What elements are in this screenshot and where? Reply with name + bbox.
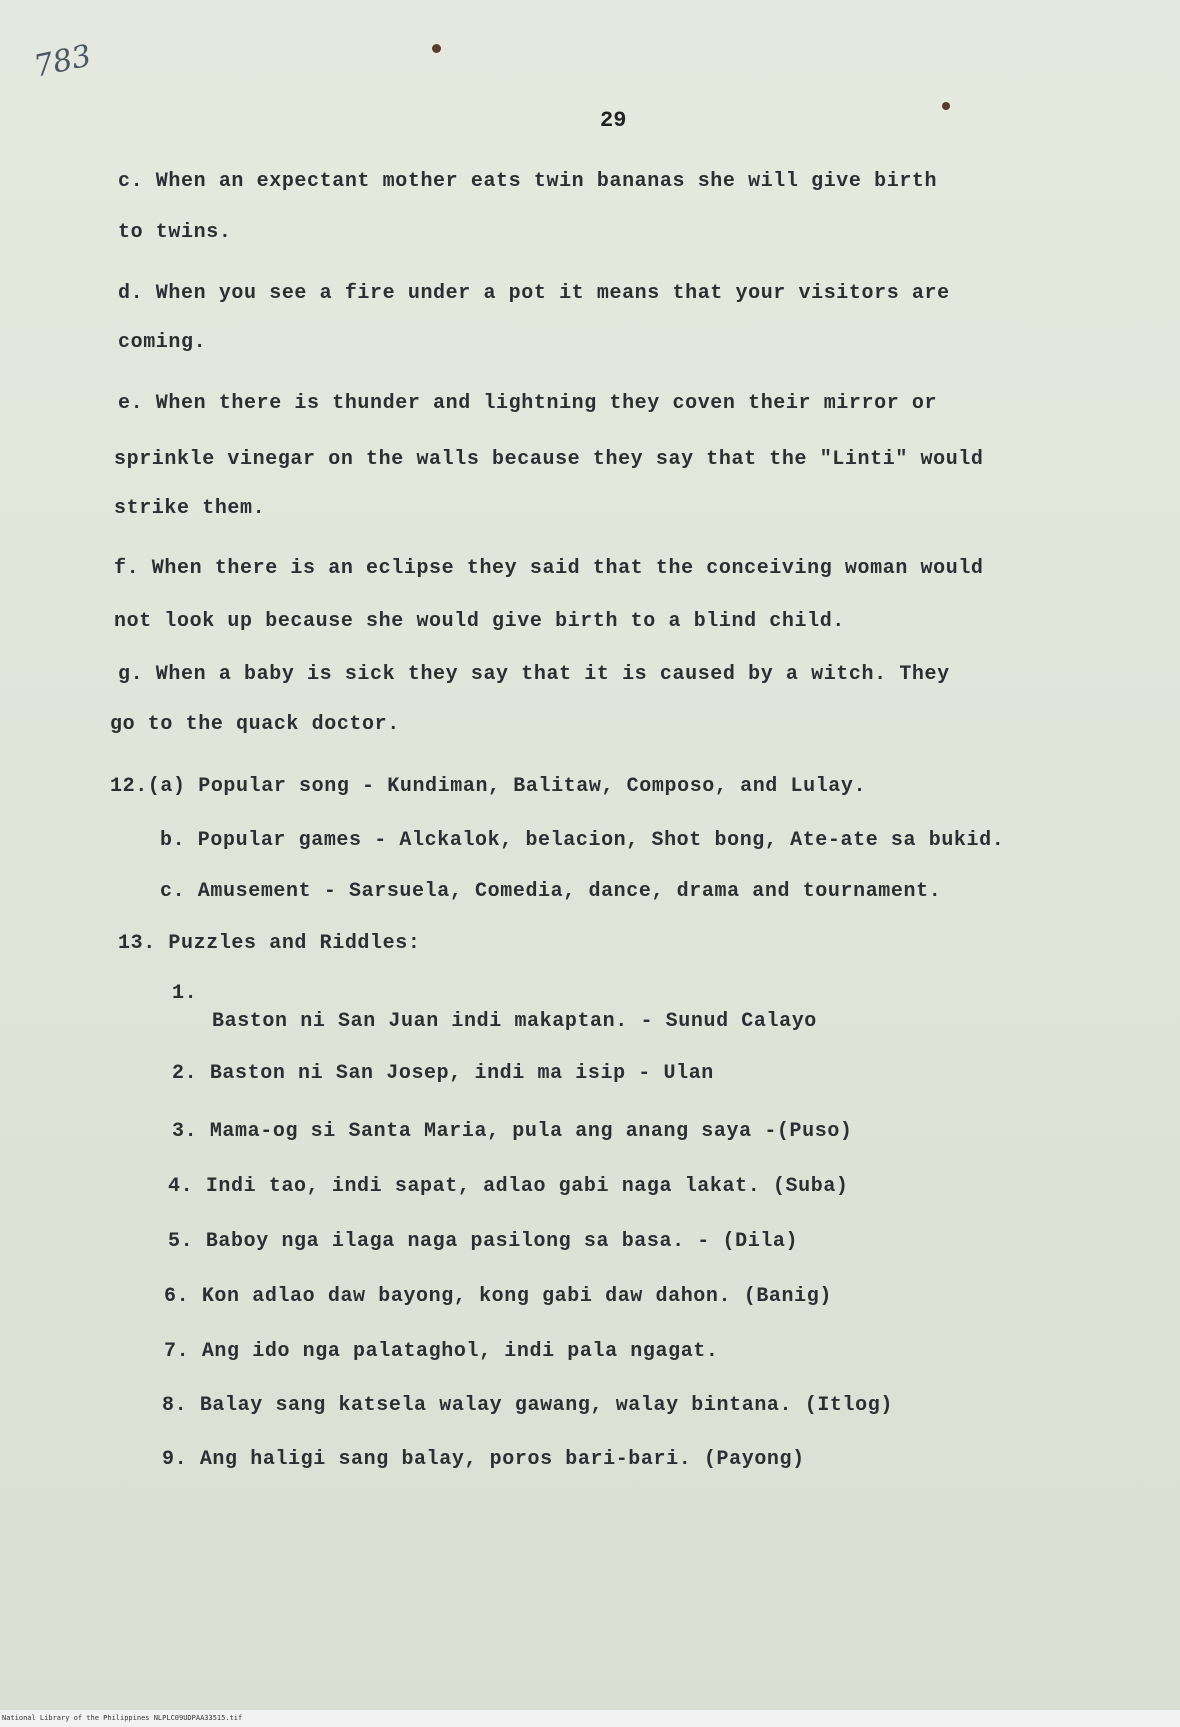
- page-number: 29: [600, 108, 627, 133]
- riddle-number: 2.: [172, 1062, 198, 1085]
- ink-spot: [432, 44, 441, 53]
- riddle-item: [172, 1120, 853, 1143]
- riddle-number: 5.: [168, 1230, 194, 1253]
- riddle-number: 4.: [168, 1175, 194, 1198]
- riddle-number: 9.: [162, 1448, 188, 1471]
- riddle-number: 6.: [164, 1285, 190, 1308]
- riddle-text: Baboy nga ilaga naga pasilong sa basa. - (Dila): [205, 1230, 799, 1253]
- line-f2: not look up because she would give birth to a blind child.: [114, 610, 845, 633]
- riddle-text: Baston ni San Josep, indi ma isip - Ulan: [209, 1062, 714, 1085]
- riddle-number: 8.: [162, 1394, 188, 1417]
- riddle-number: 3.: [172, 1120, 198, 1143]
- line-g2: go to the quack doctor.: [110, 713, 400, 736]
- line-c2: to twins.: [118, 221, 232, 244]
- riddle-number: 1.: [172, 982, 198, 1005]
- riddle-item: [212, 1010, 817, 1033]
- line-g: g. When a baby is sick they say that it is caused by a witch. They: [118, 663, 950, 686]
- line-e2: sprinkle vinegar on the walls because they say that the "Linti" would: [114, 448, 984, 471]
- riddle-item: [172, 1062, 714, 1085]
- riddle-text: Kon adlao daw bayong, kong gabi daw dahon. (Banig): [201, 1285, 832, 1308]
- riddle-text: Ang ido nga palataghol, indi pala ngagat.: [201, 1340, 719, 1363]
- riddle-item: [162, 1394, 893, 1417]
- line-12a: 12.(a) Popular song - Kundiman, Balitaw, Composo, and Lulay.: [110, 775, 867, 798]
- line-c: c. When an expectant mother eats twin bananas she will give birth: [118, 170, 938, 193]
- line-d2: coming.: [118, 331, 207, 354]
- riddle-text: Ang haligi sang balay, poros bari-bari. (Payong): [199, 1448, 805, 1471]
- line-e3: strike them.: [114, 497, 266, 520]
- riddle-item: [172, 982, 197, 1005]
- ink-spot: [942, 102, 950, 110]
- riddle-text: Mama-og si Santa Maria, pula ang anang saya -(Puso): [209, 1120, 853, 1143]
- line-f: f. When there is an eclipse they said that the conceiving woman would: [114, 557, 984, 580]
- riddle-text: Indi tao, indi sapat, adlao gabi naga lakat. (Suba): [205, 1175, 849, 1198]
- handwritten-corner-note: 783: [30, 38, 95, 85]
- line-13-heading: 13. Puzzles and Riddles:: [118, 932, 421, 955]
- riddle-item: [164, 1340, 719, 1363]
- line-d: d. When you see a fire under a pot it means that your visitors are: [118, 282, 950, 305]
- riddle-item: [168, 1175, 849, 1198]
- riddle-item: [162, 1448, 805, 1471]
- riddle-item: [164, 1285, 832, 1308]
- line-e: e. When there is thunder and lightning they coven their mirror or: [118, 392, 938, 415]
- riddle-text: Balay sang katsela walay gawang, walay bintana. (Itlog): [199, 1394, 893, 1417]
- line-12c: c. Amusement - Sarsuela, Comedia, dance, drama and tournament.: [160, 880, 942, 903]
- riddle-text: Baston ni San Juan indi makaptan. - Sunud Calayo: [212, 1010, 817, 1033]
- line-12b: b. Popular games - Alckalok, belacion, Shot bong, Ate-ate sa bukid.: [160, 829, 1005, 852]
- riddle-number: 7.: [164, 1340, 190, 1363]
- archive-footer: National Library of the Philippines NLPLC09UDPAA33515.tif: [0, 1710, 1180, 1727]
- riddle-item: [168, 1230, 798, 1253]
